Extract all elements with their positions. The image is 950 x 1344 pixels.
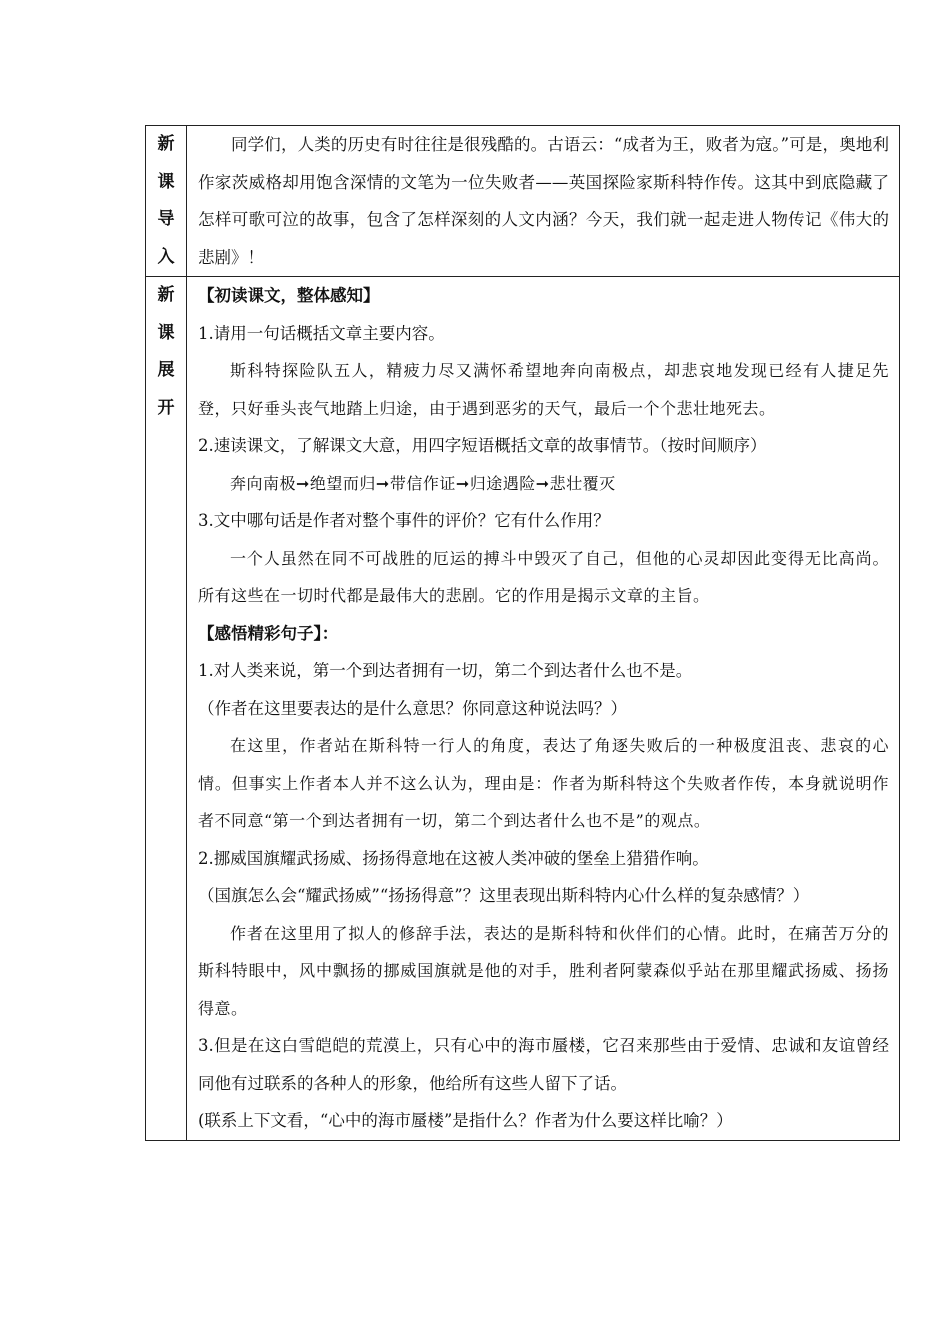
intro-paragraph: 同学们，人类的历史有时往往是很残酷的。古语云：“成者为王，败者为寇。”可是，奥地利作家茨威格却用饱含深情的文笔为一位失败者——英国探险家斯科特作传。这其中到底隐藏了怎样可歌可泣的故事，包含了怎样深刻的人文内涵？今天，我们就一起走进人物传记《伟大的悲剧》！ <box>198 135 889 267</box>
development-content-cell <box>187 277 900 1141</box>
label-char: 课 <box>157 171 175 192</box>
question-3: 3.文中哪句话是作者对整个事件的评价？它有什么作用？ <box>198 511 610 530</box>
label-char: 开 <box>157 397 175 418</box>
answer-1: 斯科特探险队五人，精疲力尽又满怀希望地奔向南极点，却悲哀地发现已经有人捷足先登，只好垂头丧气地踏上归途，由于遇到恶劣的天气，最后一个个悲壮地死去。 <box>198 361 889 418</box>
sentence-1-question: （作者在这里要表达的是什么意思？你同意这种说法吗？） <box>198 698 627 718</box>
sentence-2: 2.挪威国旗耀武扬威、扬扬得意地在这被人类冲破的堡垒上猎猎作响。 <box>198 848 709 868</box>
heading-sentences: 【感悟精彩句子】： <box>198 623 339 643</box>
section-label-development <box>146 277 186 427</box>
sentence-2-question: （国旗怎么会“耀武扬威”“扬扬得意”？这里表现出斯科特内心什么样的复杂感情？） <box>198 886 810 905</box>
label-char: 新 <box>157 134 175 154</box>
sentence-2-answer: 作者在这里用了拟人的修辞手法，表达的是斯科特和伙伴们的心情。此时，在痛苦万分的斯科特眼中，风中飘扬的挪威国旗就是他的对手，胜利者阿蒙森似乎站在那里耀武扬威、扬扬得意。 <box>198 923 889 1018</box>
sentence-1-answer: 在这里，作者站在斯科特一行人的角度，表达了角逐失败后的一种极度沮丧、悲哀的心情。但事实上作者本人并不这么认为，理由是：作者为斯科特这个失败者作传，本身就说明作者不同意“第一个到达者拥有一切，第二个到达者什么也不是”的观点。 <box>198 736 889 830</box>
intro-label-cell <box>146 126 187 277</box>
development-row <box>146 277 900 1141</box>
label-char: 新 <box>157 285 175 305</box>
section-label-intro <box>146 126 186 276</box>
sentence-3-question: (联系上下文看，“心中的海市蜃楼”是指什么？作者为什么要这样比喻？） <box>198 1111 733 1130</box>
sentence-1: 1.对人类来说，第一个到达者拥有一切，第二个到达者什么也不是。 <box>198 661 693 680</box>
heading-first-reading: 【初读课文，整体感知】 <box>198 286 380 305</box>
sentence-3: 3.但是在这白雪皑皑的荒漠上，只有心中的海市蜃楼，它召来那些由于爱情、忠诚和友谊曾经同他有过联系的各种人的形象，他给所有这些人留下了话。 <box>198 1036 889 1093</box>
question-2: 2.速读课文，了解课文大意，用四字短语概括文章的故事情节。（按时间顺序） <box>198 436 767 455</box>
label-char: 入 <box>157 246 175 267</box>
intro-content-cell <box>187 126 900 277</box>
development-label-cell <box>146 277 187 1141</box>
label-char: 课 <box>157 322 175 343</box>
label-char: 导 <box>157 209 175 229</box>
answer-2: 奔向南极➞绝望而归➞带信作证➞归途遇险➞悲壮覆灭 <box>230 473 616 493</box>
label-char: 展 <box>157 360 175 380</box>
lesson-plan-table <box>145 125 900 1141</box>
intro-row <box>146 126 900 277</box>
question-1: 1.请用一句话概括文章主要内容。 <box>198 323 445 343</box>
answer-3: 一个人虽然在同不可战胜的厄运的搏斗中毁灭了自己，但他的心灵却因此变得无比高尚。所有这些在一切时代都是最伟大的悲剧。它的作用是揭示文章的主旨。 <box>198 548 889 605</box>
